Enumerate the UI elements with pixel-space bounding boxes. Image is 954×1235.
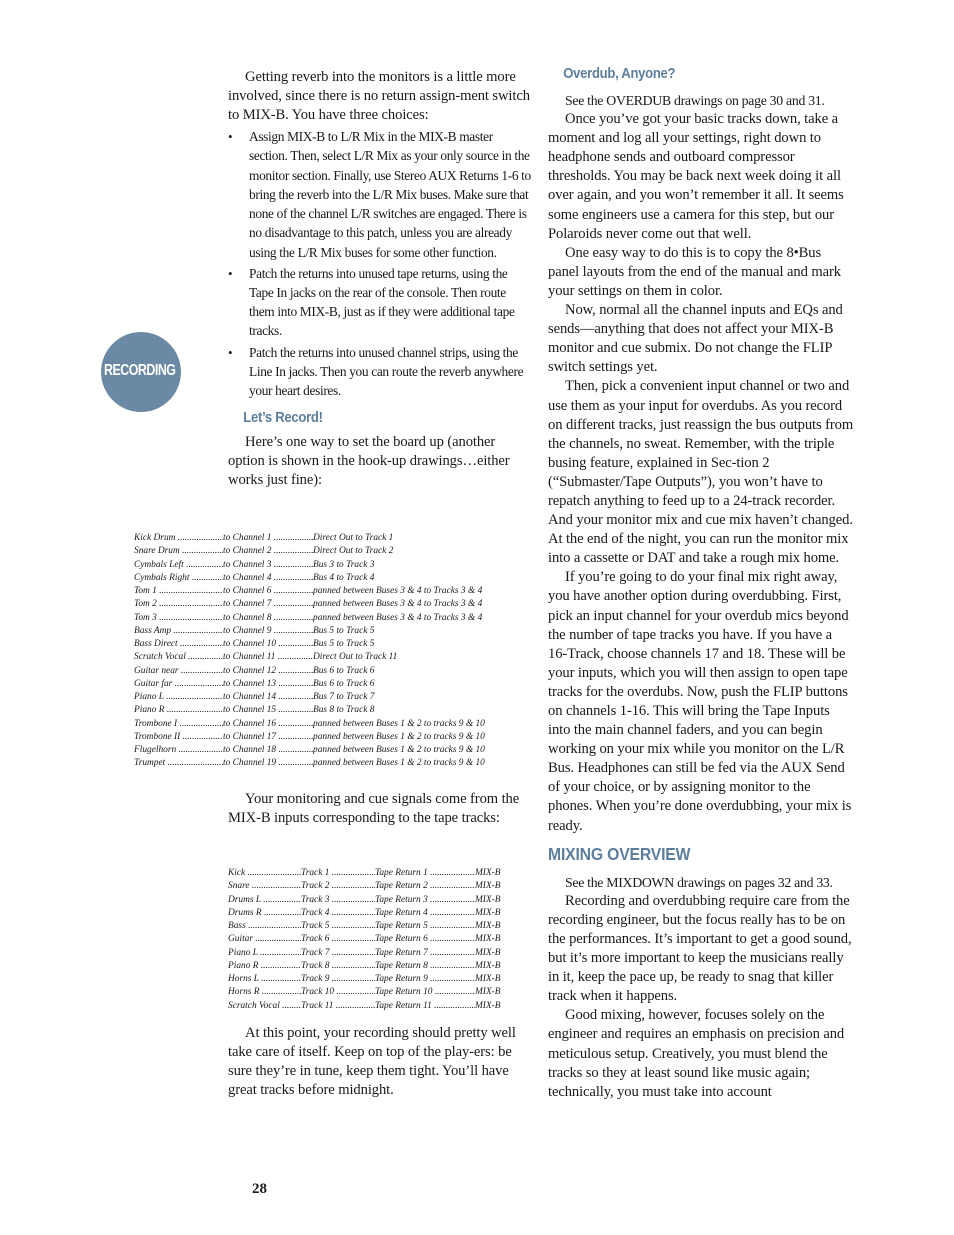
channel-cell: to Channel 15 .....: [223, 704, 313, 717]
table-row: [134, 585, 534, 598]
table-row: [134, 665, 534, 678]
source-cell: Trombone I .....: [134, 718, 223, 731]
source-cell: Piano L .....: [228, 947, 301, 960]
source-cell: Horns R .....: [228, 986, 301, 999]
return-cell: Tape Return 8 .....: [375, 960, 475, 973]
destination-cell: Bus 3 to Track 3: [313, 559, 375, 570]
track-cell: Track 7 .....: [301, 947, 375, 960]
source-cell: Flugelhorn .....: [134, 744, 223, 757]
table-row: [134, 625, 534, 638]
table-row: [228, 933, 508, 946]
destination-cell: Bus 6 to Track 6: [313, 678, 375, 689]
source-cell: Snare .....: [228, 880, 301, 893]
channel-cell: to Channel 1 .....: [223, 532, 313, 545]
destination-cell: panned between Buses 1 & 2 to tracks 9 & 10: [313, 718, 485, 729]
table-row: [228, 894, 508, 907]
monitor-routing-table: [228, 867, 508, 1013]
source-cell: Drums R .....: [228, 907, 301, 920]
table-row: [228, 1000, 508, 1013]
table-row: [134, 612, 534, 625]
source-cell: Guitar .....: [228, 933, 301, 946]
source-cell: Bass .....: [228, 920, 301, 933]
table-row: [228, 973, 508, 986]
mix-cell: MIX-B: [475, 947, 501, 958]
channel-cell: to Channel 2 .....: [223, 545, 313, 558]
channel-cell: to Channel 16 .....: [223, 718, 313, 731]
source-cell: Bass Direct .....: [134, 638, 223, 651]
lets-record-paragraph: Here’s one way to set the board up (another option is shown in the hook-up drawings…either works just fine):: [228, 434, 510, 489]
return-cell: Tape Return 2 .....: [375, 880, 475, 893]
overdub-paragraph: One easy way to do this is to copy the 8•Bus panel layouts from the end of the manual and mark your settings on them in color.: [548, 244, 841, 299]
source-cell: Guitar near .....: [134, 665, 223, 678]
return-cell: Tape Return 9 .....: [375, 973, 475, 986]
overdub-paragraph: Once you’ve got your basic tracks down, take a moment and log all your settings, right down to headphone sends and outboard compressor thresholds. You may be back next week doing it all over again, and you won’t remember it all. It seems some engineers use a camera for this step, but our Polaroids never come out that well.: [548, 111, 844, 242]
channel-cell: to Channel 14 .....: [223, 691, 313, 704]
return-cell: Tape Return 11 .....: [375, 1000, 475, 1013]
channel-cell: to Channel 3 .....: [223, 559, 313, 572]
table-row: [228, 920, 508, 933]
source-cell: Scratch Vocal .....: [134, 651, 223, 664]
source-cell: Bass Amp .....: [134, 625, 223, 638]
destination-cell: Direct Out to Track 11: [313, 652, 398, 663]
source-cell: Piano R .....: [228, 960, 301, 973]
channel-cell: to Channel 9 .....: [223, 625, 313, 638]
list-item: [228, 343, 534, 401]
destination-cell: Bus 5 to Track 5: [313, 625, 375, 636]
return-cell: Tape Return 1 .....: [375, 867, 475, 880]
page-number: 28: [252, 1181, 267, 1197]
source-cell: Tom 2 .....: [134, 598, 223, 611]
source-cell: Cymbals Left .....: [134, 559, 223, 572]
channel-cell: to Channel 11 .....: [223, 651, 313, 664]
list-item-text: Patch the returns into unused channel strips, using the Line In jacks. Then you can route the reverb anywhere your heart desires.: [249, 344, 524, 398]
return-cell: Tape Return 6 .....: [375, 933, 475, 946]
table-row: [134, 678, 534, 691]
destination-cell: Bus 7 to Track 7: [313, 692, 375, 702]
channel-cell: to Channel 19 .....: [223, 757, 313, 770]
track-cell: Track 9 .....: [301, 973, 375, 986]
overdub-paragraph: Then, pick a convenient input channel or two and use them as your input for overdubs. As you record on different tracks, just reassign the bus outputs from the channels, no sweat. Remember, with the triple busing feature, explained in Sec-tion 2 (“Submaster/Tape Outputs”), you won’t have to repatch anything to feed up to a 24-track recorder. And your monitor mix and cue mix haven’t changed. At the end of the night, you can run the monitor mix into a cassette or DAT and take a rough mix home.: [548, 378, 854, 567]
table-row: [134, 757, 534, 770]
table-row: [228, 880, 508, 893]
return-cell: Tape Return 4 .....: [375, 907, 475, 920]
mix-cell: MIX-B: [475, 868, 501, 878]
source-cell: Kick .....: [228, 867, 301, 880]
table-row: [134, 572, 534, 585]
source-cell: Snare Drum .....: [134, 545, 223, 558]
track-cell: Track 11 .....: [301, 1000, 375, 1013]
table-row: [134, 691, 534, 704]
mix-cell: MIX-B: [475, 921, 501, 931]
return-cell: Tape Return 10 .....: [375, 986, 475, 999]
table-row: [228, 907, 508, 920]
channel-cell: to Channel 4 .....: [223, 572, 313, 585]
table-row: [134, 744, 534, 757]
destination-cell: panned between Buses 3 & 4 to Tracks 3 & 4: [313, 586, 483, 596]
source-cell: Piano R .....: [134, 704, 223, 717]
reverb-options-list: [228, 127, 534, 400]
list-item-text: Assign MIX-B to L/R Mix in the MIX-B master section. Then, select L/R Mix as your only source in the monitor section. Finally, use Stereo AUX Returns 1-6 to bring the reverb into the L/R Mix buses. Make sure that none of the channel L/R switches are engaged. There is no disadvantage to this patch, unless you are already using the L/R Mix buses for some other function.: [249, 129, 531, 260]
input-routing-table: [134, 532, 534, 771]
table-row: [228, 947, 508, 960]
track-cell: Track 5 .....: [301, 920, 375, 933]
monitoring-paragraph: Your monitoring and cue signals come from the MIX-B inputs corresponding to the tape tracks:: [228, 791, 520, 827]
source-cell: Kick Drum .....: [134, 532, 223, 545]
table-row: [134, 559, 534, 572]
left-column: [228, 68, 534, 490]
list-item-text: Patch the returns into unused tape returns, using the Tape In jacks on the rear of the console. Then route them into MIX-B, just as if they were additional tape tracks.: [249, 265, 515, 339]
source-cell: Tom 3 .....: [134, 612, 223, 625]
track-cell: Track 10 .....: [301, 986, 375, 999]
mix-cell: MIX-B: [475, 907, 501, 918]
table-row: [134, 545, 534, 558]
destination-cell: Bus 4 to Track 4: [313, 572, 375, 583]
table-row: [134, 638, 534, 651]
track-cell: Track 1 .....: [301, 867, 375, 880]
destination-cell: Bus 8 to Track 8: [313, 705, 375, 716]
mixing-overview-heading: MIXING OVERVIEW: [548, 843, 691, 864]
mix-cell: MIX-B: [475, 1000, 501, 1011]
mixing-paragraph: Recording and overdubbing require care from the recording engineer, but the focus really has to be on the performances. It’s important to get a good sound, but it’s more important to keep the musicians really in it, keep the pace up, be ready to snag that killer track when it happens.: [548, 892, 852, 1005]
destination-cell: Bus 6 to Track 6: [313, 665, 375, 676]
return-cell: Tape Return 7 .....: [375, 947, 475, 960]
source-cell: Trumpet .....: [134, 757, 223, 770]
channel-cell: to Channel 12 .....: [223, 665, 313, 678]
source-cell: Piano L .....: [134, 691, 223, 704]
mix-cell: MIX-B: [475, 974, 501, 984]
right-column: [548, 66, 854, 1102]
source-cell: Drums L .....: [228, 894, 301, 907]
channel-cell: to Channel 10 .....: [223, 638, 313, 651]
source-cell: Scratch Vocal .....: [228, 1000, 301, 1013]
return-cell: Tape Return 3 .....: [375, 894, 475, 907]
table-row: [228, 960, 508, 973]
mix-cell: MIX-B: [475, 894, 501, 905]
channel-cell: to Channel 18 .....: [223, 744, 313, 757]
channel-cell: to Channel 7 .....: [223, 598, 313, 611]
recording-section-tab: [101, 332, 181, 412]
reverb-intro-paragraph: Getting reverb into the monitors is a little more involved, since there is no return assign-ment switch to MIX-B. You have three choices:: [228, 69, 530, 124]
bullet-icon: •: [228, 265, 233, 281]
mix-cell: MIX-B: [475, 934, 501, 945]
track-cell: Track 3 .....: [301, 894, 375, 907]
table-row: [228, 867, 508, 880]
channel-cell: to Channel 8 .....: [223, 612, 313, 625]
destination-cell: panned between Buses 1 & 2 to tracks 9 & 10: [313, 745, 485, 755]
mix-cell: MIX-B: [475, 881, 501, 892]
source-cell: Horns L .....: [228, 973, 301, 986]
channel-cell: to Channel 13 .....: [223, 678, 313, 691]
source-cell: Guitar far .....: [134, 678, 223, 691]
table-row: [134, 718, 534, 731]
destination-cell: Bus 5 to Track 5: [313, 639, 375, 649]
table-row: [134, 651, 534, 664]
source-cell: Tom 1 .....: [134, 585, 223, 598]
channel-cell: to Channel 17 .....: [223, 731, 313, 744]
table-row: [134, 598, 534, 611]
overdub-heading: Overdub, Anyone?: [563, 66, 676, 82]
overdub-paragraph: Now, normal all the channel inputs and EQs and sends—anything that does not affect your MIX-B monitor and cue submix. Do not change the FLIP switch settings yet.: [548, 302, 843, 376]
source-cell: Cymbals Right .....: [134, 572, 223, 585]
source-cell: Trombone II .....: [134, 731, 223, 744]
track-cell: Track 8 .....: [301, 960, 375, 973]
channel-cell: to Channel 6 .....: [223, 585, 313, 598]
overdub-paragraph: If you’re going to do your final mix right away, you have another option during overdubbing. First, pick an input channel for your overdub mics beyond the number of tape tracks you have. If you have a 16-Track, choose channels 17 and 18. These will be your inputs, which you will then assign to open tape tracks for the overdubs. Now, push the FLIP buttons on channels 1-16. This will bring the Tape Inputs into the main channel faders, and you can begin working on your mix while you monitor on the L/R Bus. Headphones can still be fed via the AUX Send of your choice, or by assigning monitor to the phones. When you’re done overdubbing, your mix is ready.: [548, 569, 852, 834]
mix-cell: MIX-B: [475, 960, 501, 971]
mixing-paragraph: Good mixing, however, focuses solely on the engineer and requires an emphasis on precision and meticulous setup. Creatively, you must blend the tracks so they at least sound like music again; technically, you must take into account: [548, 1007, 845, 1100]
bullet-icon: •: [228, 344, 233, 360]
list-item: [228, 127, 534, 261]
mix-cell: MIX-B: [475, 987, 501, 998]
destination-cell: panned between Buses 3 & 4 to Tracks 3 & 4: [313, 612, 483, 623]
table-row: [134, 704, 534, 717]
destination-cell: Direct Out to Track 1: [313, 533, 394, 543]
table-row: [134, 532, 534, 545]
closing-paragraph: At this point, your recording should pretty well take care of itself. Keep on top of the play-ers: be sure they’re in tune, keep them tight. You’ll have great tracks before midnight.: [228, 1025, 516, 1099]
return-cell: Tape Return 5 .....: [375, 920, 475, 933]
lets-record-heading: Let’s Record!: [243, 410, 323, 427]
overdub-drawings-note: See the OVERDUB drawings on page 30 and 31.: [565, 93, 825, 108]
recording-tab-label: RECORDING: [104, 362, 176, 379]
track-cell: Track 4 .....: [301, 907, 375, 920]
destination-cell: panned between Buses 1 & 2 to tracks 9 & 10: [313, 758, 485, 769]
table-row: [134, 731, 534, 744]
destination-cell: Direct Out to Track 2: [313, 546, 394, 557]
destination-cell: panned between Buses 1 & 2 to tracks 9 & 10: [313, 731, 485, 742]
table-row: [228, 986, 508, 999]
destination-cell: panned between Buses 3 & 4 to Tracks 3 & 4: [313, 599, 483, 610]
list-item: [228, 264, 534, 341]
track-cell: Track 6 .....: [301, 933, 375, 946]
track-cell: Track 2 .....: [301, 880, 375, 893]
bullet-icon: •: [228, 129, 233, 145]
mixdown-drawings-note: See the MIXDOWN drawings on pages 32 and 33.: [565, 874, 833, 890]
